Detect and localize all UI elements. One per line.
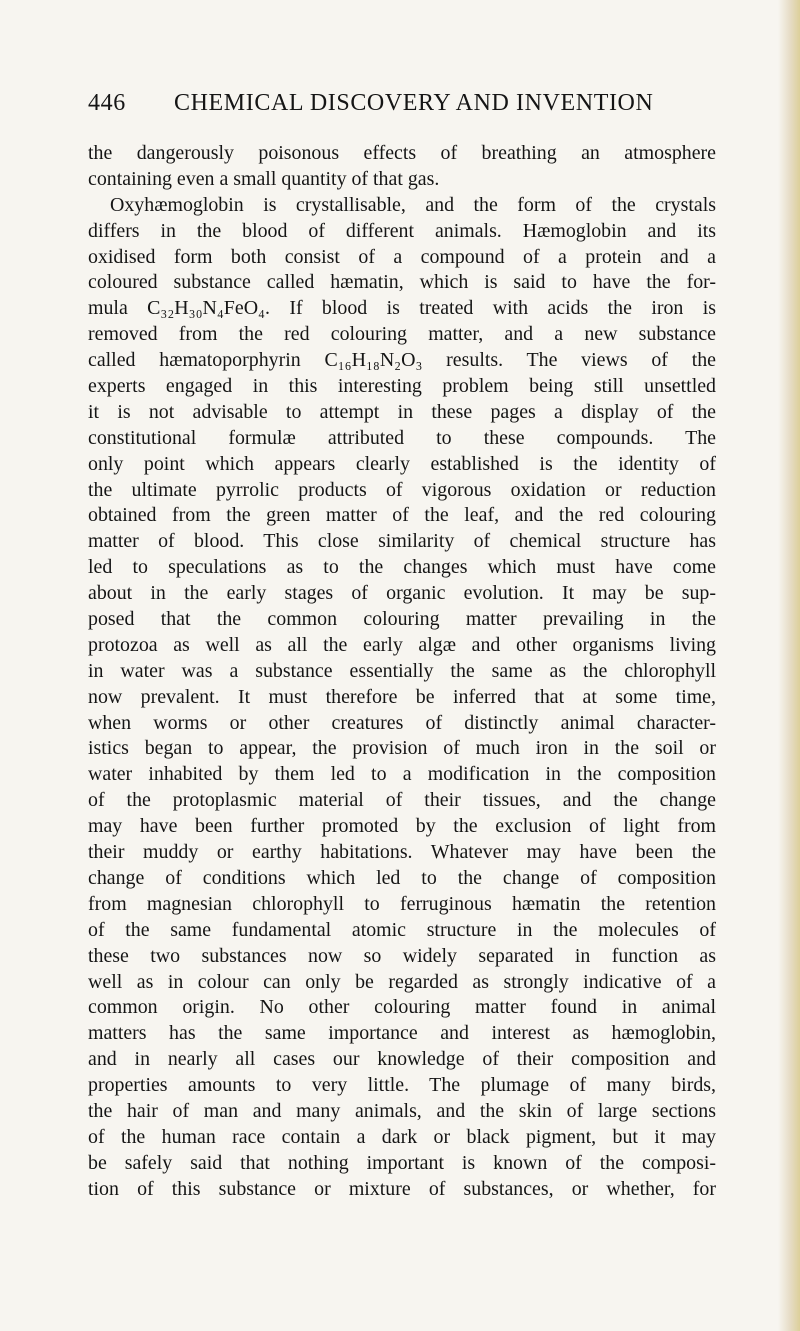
page-edge-discoloration: [778, 0, 800, 1331]
text-line: experts engaged in this interesting problem being still unsettled: [88, 375, 716, 398]
text-line: common origin. No other colouring matter found in animal: [88, 996, 716, 1019]
text-line: protozoa as well as all the early algæ and other organisms living: [88, 633, 716, 656]
text-line: the hair of man and many animals, and the skin of large sections: [88, 1099, 716, 1122]
text-line: of the same fundamental atomic structure in the molecules of: [88, 918, 716, 941]
text-line: in water was a substance essentially the same as the chlorophyll: [88, 659, 716, 682]
page-header: [88, 90, 688, 124]
page-number: 446: [88, 90, 126, 116]
text-line: properties amounts to very little. The plumage of many birds,: [88, 1074, 716, 1097]
text-line: and in nearly all cases our knowledge of their composition and: [88, 1048, 716, 1071]
text-line: the dangerously poisonous effects of breathing an atmosphere: [88, 142, 716, 164]
text-line: Oxyhæmoglobin is crystallisable, and the form of the crystals: [110, 193, 716, 216]
text-line: of the protoplasmic material of their tissues, and the change: [88, 789, 716, 812]
text-line: only point which appears clearly established is the identity of: [88, 452, 716, 475]
running-title: CHEMICAL DISCOVERY AND INVENTION: [174, 90, 654, 116]
text-line: now prevalent. It must therefore be inferred that at some time,: [88, 685, 716, 708]
text-line: led to speculations as to the changes which must have come: [88, 556, 716, 579]
text-line: when worms or other creatures of distinctly animal character-: [88, 711, 716, 734]
text-line: coloured substance called hæmatin, which is said to have the for-: [88, 271, 716, 294]
text-line: called hæmatoporphyrin C₁₆H₁₈N₂O₃ results. The views of the: [88, 349, 716, 372]
text-line: differs in the blood of different animals. Hæmoglobin and its: [88, 219, 716, 242]
text-line: matters has the same importance and interest as hæmoglobin,: [88, 1022, 716, 1045]
text-line: constitutional formulæ attributed to these compounds. The: [88, 426, 716, 449]
text-line: tion of this substance or mixture of substances, or whether, for: [88, 1177, 716, 1200]
text-line: their muddy or earthy habitations. Whatever may have been the: [88, 841, 716, 864]
text-line: may have been further promoted by the exclusion of light from: [88, 815, 716, 838]
text-line: posed that the common colouring matter prevailing in the: [88, 608, 716, 631]
text-line: of the human race contain a dark or black pigment, but it may: [88, 1125, 716, 1148]
text-line: matter of blood. This close similarity of chemical structure has: [88, 530, 716, 553]
text-line: containing even a small quantity of that gas.: [88, 167, 440, 190]
text-line: water inhabited by them led to a modification in the composition: [88, 763, 716, 786]
text-line: removed from the red colouring matter, and a new substance: [88, 323, 716, 346]
text-line: these two substances now so widely separated in function as: [88, 944, 716, 967]
text-line: mula C₃₂H₃₀N₄FeO₄. If blood is treated with acids the iron is: [88, 297, 716, 320]
text-line: oxidised form both consist of a compound of a protein and a: [88, 245, 716, 268]
text-line: be safely said that nothing important is known of the composi-: [88, 1151, 716, 1174]
text-line: istics began to appear, the provision of much iron in the soil or: [88, 737, 716, 760]
text-line: obtained from the green matter of the leaf, and the red colouring: [88, 504, 716, 527]
text-line: the ultimate pyrrolic products of vigorous oxidation or reduction: [88, 478, 716, 501]
body-text: [88, 141, 716, 1203]
text-line: well as in colour can only be regarded as strongly indicative of a: [88, 970, 716, 993]
text-line: it is not advisable to attempt in these pages a display of the: [88, 400, 716, 423]
text-line: about in the early stages of organic evolution. It may be sup-: [88, 582, 716, 605]
text-line: from magnesian chlorophyll to ferruginous hæmatin the retention: [88, 892, 716, 915]
text-line: change of conditions which led to the change of composition: [88, 866, 716, 889]
